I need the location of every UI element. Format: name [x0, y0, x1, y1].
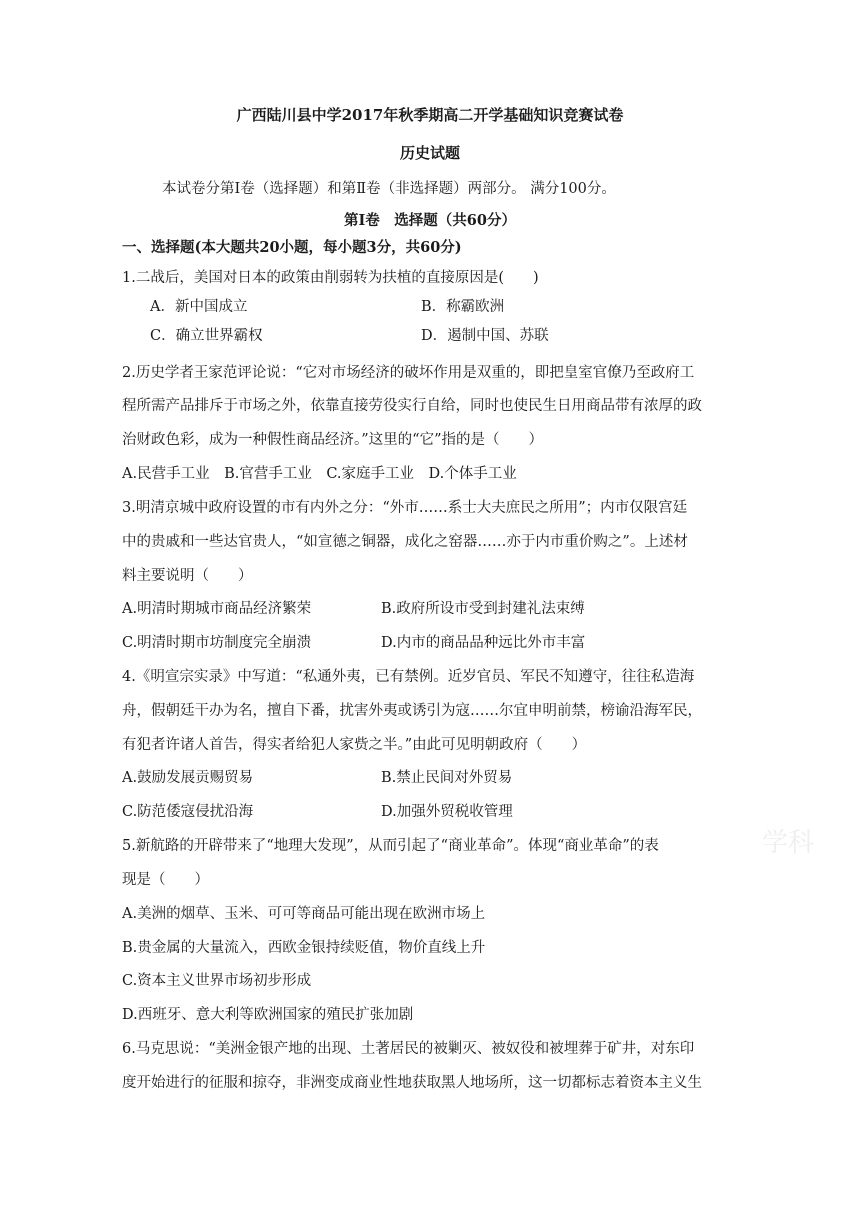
question-text: 料主要说明（ ） [122, 568, 253, 584]
option-a: A.鼓励发展贡赐贸易 [122, 770, 254, 786]
question-text: 1.二战后，美国对日本的政策由削弱转为扶植的直接原因是( ) [122, 270, 539, 286]
question-text: 3.明清京城中政府设置的市有内外之分：“外市……系士大夫庶民之所用”；内市仅限宫廷 [122, 500, 688, 516]
option-c: C.防范倭寇侵扰沿海 [122, 804, 254, 820]
section-heading: 一、选择题(本大题共20小题，每小题3分，共60分) [122, 239, 462, 256]
option-a: A．新中国成立 [150, 299, 248, 315]
question-text: 2.历史学者王家范评论说：“它对市场经济的破坏作用是双重的，即把皇室官僚乃至政府工 [122, 365, 695, 381]
question-text: 程所需产品排斥于市场之外，依靠直接劳役实行自给，同时也使民生日用商品带有浓厚的政 [122, 398, 702, 414]
option-c: C.明清时期市坊制度完全崩溃 [122, 635, 312, 651]
option-c: C．确立世界霸权 [150, 328, 263, 344]
question-text: 5.新航路的开辟带来了“地理大发现”，从而引起了“商业革命”。体现“商业革命”的表 [122, 838, 659, 854]
question-text: 4.《明宣宗实录》中写道：“私通外夷，已有禁例。近岁官员、军民不知遵守，往往私造海 [122, 669, 695, 685]
part1-heading: 第Ⅰ卷 选择题（共60分） [344, 212, 516, 229]
exam-title: 广西陆川县中学2017年秋季期高二开学基础知识竞赛试卷 [236, 106, 624, 124]
question-text: 度开始进行的征服和掠夺，非洲变成商业性地获取黑人地场所，这一切都标志着资本主义生 [122, 1075, 702, 1091]
watermark: 学科 [762, 828, 815, 858]
option-b: B.政府所设市受到封建礼法束缚 [381, 601, 585, 617]
option-b: B．称霸欧洲 [421, 299, 505, 315]
subject-title: 历史试题 [399, 144, 460, 162]
question-text: 治财政色彩，成为一种假性商品经济。”这里的“它”指的是（ ） [122, 432, 543, 448]
option-a: A.明清时期城市商品经济繁荣 [122, 601, 312, 617]
question-text: 6.马克思说：“美洲金银产地的出现、土著居民的被剿灭、被奴役和被埋葬于矿井，对东印 [122, 1041, 695, 1057]
option-c: C.资本主义世界市场初步形成 [122, 973, 312, 989]
exam-intro: 本试卷分第Ⅰ卷（选择题）和第Ⅱ卷（非选择题）两部分。 满分100分。 [162, 181, 616, 197]
option-b: B.禁止民间对外贸易 [381, 770, 513, 786]
question-text: 中的贵戚和一些达官贵人，“如宣德之铜器，成化之窑器……亦于内市重价购之”。上述材 [122, 534, 688, 550]
option-b: B.贵金属的大量流入，西欧金银持续贬值，物价直线上升 [122, 940, 486, 956]
option-a: A.美洲的烟草、玉米、可可等商品可能出现在欧洲市场上 [122, 906, 486, 922]
options-line: A.民营手工业 B.官营手工业 C.家庭手工业 D.个体手工业 [122, 466, 517, 482]
option-d: D．遏制中国、苏联 [421, 328, 549, 344]
question-text: 舟，假朝廷干办为名，擅自下番，扰害外夷或诱引为寇……尔宜申明前禁，榜谕沿海军民， [122, 703, 702, 719]
question-text: 有犯者许诸人首告，得实者给犯人家赀之半。”由此可见明朝政府（ ） [122, 737, 587, 753]
question-text: 现是（ ） [122, 872, 209, 888]
option-d: D.加强外贸税收管理 [381, 804, 513, 820]
option-d: D.内市的商品品种远比外市丰富 [381, 635, 586, 651]
option-d: D.西班牙、意大利等欧洲国家的殖民扩张加剧 [122, 1007, 414, 1023]
